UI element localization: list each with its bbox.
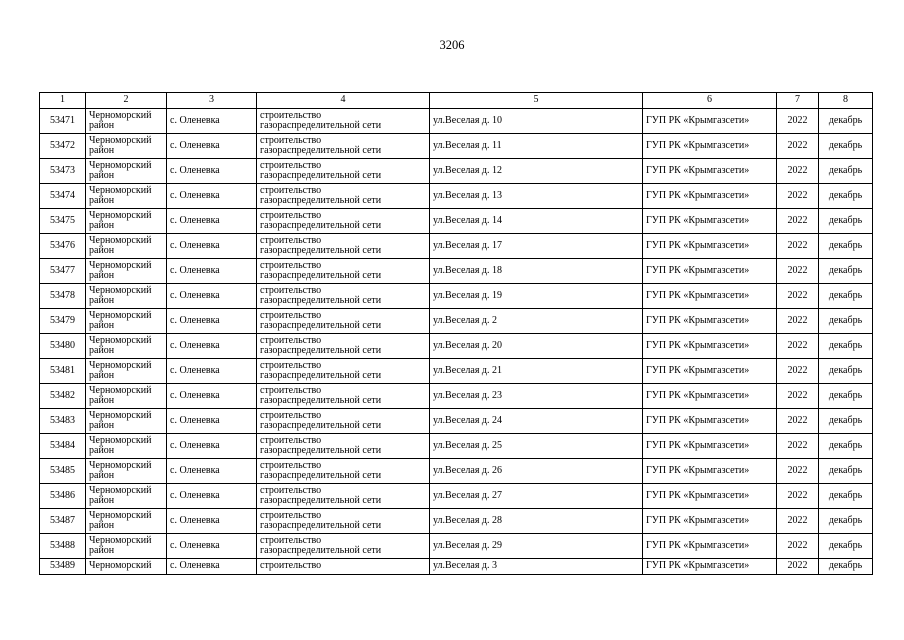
cell-address: ул.Веселая д. 11 — [430, 134, 643, 159]
cell-record-number: 53474 — [40, 184, 86, 209]
table-row — [40, 184, 873, 209]
cell-year: 2022 — [777, 209, 819, 234]
table-row — [40, 159, 873, 184]
cell-year: 2022 — [777, 234, 819, 259]
table-row — [40, 434, 873, 459]
cell-address: ул.Веселая д. 25 — [430, 434, 643, 459]
cell-address: ул.Веселая д. 23 — [430, 384, 643, 409]
cell-organization: ГУП РК «Крымгазсети» — [643, 309, 777, 334]
header-cell-3: 3 — [167, 93, 257, 109]
cell-record-number: 53472 — [40, 134, 86, 159]
cell-month: декабрь — [819, 509, 873, 534]
cell-settlement: с. Оленевка — [167, 384, 257, 409]
table-row — [40, 234, 873, 259]
cell-month: декабрь — [819, 434, 873, 459]
cell-record-number: 53486 — [40, 484, 86, 509]
cell-month: декабрь — [819, 484, 873, 509]
cell-work-type: строительство газораспределительной сети — [257, 159, 430, 184]
cell-year: 2022 — [777, 484, 819, 509]
cell-work-type: строительство газораспределительной сети — [257, 234, 430, 259]
cell-record-number: 53483 — [40, 409, 86, 434]
cell-settlement: с. Оленевка — [167, 459, 257, 484]
cell-work-type: строительство газораспределительной сети — [257, 409, 430, 434]
cell-address: ул.Веселая д. 12 — [430, 159, 643, 184]
cell-district: Черноморский район — [86, 309, 167, 334]
cell-organization: ГУП РК «Крымгазсети» — [643, 559, 777, 575]
cell-district: Черноморский район — [86, 384, 167, 409]
cell-record-number: 53481 — [40, 359, 86, 384]
cell-year: 2022 — [777, 434, 819, 459]
cell-address: ул.Веселая д. 27 — [430, 484, 643, 509]
cell-address: ул.Веселая д. 18 — [430, 259, 643, 284]
cell-settlement: с. Оленевка — [167, 309, 257, 334]
register-table — [39, 92, 873, 575]
cell-district: Черноморский район — [86, 534, 167, 559]
cell-month: декабрь — [819, 259, 873, 284]
cell-month: декабрь — [819, 559, 873, 575]
cell-settlement: с. Оленевка — [167, 184, 257, 209]
table-row — [40, 384, 873, 409]
table-row — [40, 284, 873, 309]
cell-organization: ГУП РК «Крымгазсети» — [643, 284, 777, 309]
cell-work-type: строительство газораспределительной сети — [257, 384, 430, 409]
cell-address: ул.Веселая д. 20 — [430, 334, 643, 359]
cell-address: ул.Веселая д. 21 — [430, 359, 643, 384]
cell-record-number: 53488 — [40, 534, 86, 559]
table-row — [40, 359, 873, 384]
header-cell-5: 5 — [430, 93, 643, 109]
cell-district: Черноморский район — [86, 459, 167, 484]
cell-month: декабрь — [819, 359, 873, 384]
cell-record-number: 53473 — [40, 159, 86, 184]
cell-organization: ГУП РК «Крымгазсети» — [643, 334, 777, 359]
cell-work-type: строительство газораспределительной сети — [257, 109, 430, 134]
cell-year: 2022 — [777, 384, 819, 409]
cell-work-type: строительство газораспределительной сети — [257, 484, 430, 509]
cell-organization: ГУП РК «Крымгазсети» — [643, 259, 777, 284]
cell-record-number: 53476 — [40, 234, 86, 259]
cell-record-number: 53479 — [40, 309, 86, 334]
cell-year: 2022 — [777, 459, 819, 484]
header-cell-1: 1 — [40, 93, 86, 109]
cell-record-number: 53487 — [40, 509, 86, 534]
cell-month: декабрь — [819, 409, 873, 434]
cell-district: Черноморский район — [86, 234, 167, 259]
cell-year: 2022 — [777, 134, 819, 159]
cell-settlement: с. Оленевка — [167, 409, 257, 434]
cell-work-type: строительство газораспределительной сети — [257, 309, 430, 334]
cell-settlement: с. Оленевка — [167, 234, 257, 259]
table-row — [40, 484, 873, 509]
cell-year: 2022 — [777, 309, 819, 334]
cell-settlement: с. Оленевка — [167, 109, 257, 134]
cell-work-type: строительство газораспределительной сети — [257, 134, 430, 159]
table-row — [40, 259, 873, 284]
cell-month: декабрь — [819, 284, 873, 309]
cell-month: декабрь — [819, 209, 873, 234]
cell-district: Черноморский район — [86, 184, 167, 209]
cell-district: Черноморский район — [86, 484, 167, 509]
header-cell-2: 2 — [86, 93, 167, 109]
cell-organization: ГУП РК «Крымгазсети» — [643, 109, 777, 134]
cell-month: декабрь — [819, 459, 873, 484]
header-row — [40, 93, 873, 109]
cell-work-type: строительство газораспределительной сети — [257, 434, 430, 459]
cell-work-type: строительство газораспределительной сети — [257, 284, 430, 309]
cell-organization: ГУП РК «Крымгазсети» — [643, 159, 777, 184]
cell-district: Черноморский район — [86, 134, 167, 159]
cell-year: 2022 — [777, 409, 819, 434]
cell-address: ул.Веселая д. 13 — [430, 184, 643, 209]
header-cell-7: 7 — [777, 93, 819, 109]
cell-address: ул.Веселая д. 29 — [430, 534, 643, 559]
cell-settlement: с. Оленевка — [167, 434, 257, 459]
cell-organization: ГУП РК «Крымгазсети» — [643, 134, 777, 159]
cell-year: 2022 — [777, 359, 819, 384]
cell-year: 2022 — [777, 559, 819, 575]
cell-district: Черноморский район — [86, 359, 167, 384]
cell-month: декабрь — [819, 309, 873, 334]
table-row — [40, 409, 873, 434]
header-cell-6: 6 — [643, 93, 777, 109]
table-row — [40, 509, 873, 534]
cell-settlement: с. Оленевка — [167, 509, 257, 534]
cell-month: декабрь — [819, 534, 873, 559]
cell-record-number: 53471 — [40, 109, 86, 134]
cell-district: Черноморский — [86, 559, 167, 575]
cell-record-number: 53478 — [40, 284, 86, 309]
cell-settlement: с. Оленевка — [167, 209, 257, 234]
cell-year: 2022 — [777, 284, 819, 309]
cell-record-number: 53489 — [40, 559, 86, 575]
cell-district: Черноморский район — [86, 334, 167, 359]
cell-work-type: строительство газораспределительной сети — [257, 359, 430, 384]
cell-address: ул.Веселая д. 17 — [430, 234, 643, 259]
cell-district: Черноморский район — [86, 259, 167, 284]
cell-district: Черноморский район — [86, 209, 167, 234]
cell-settlement: с. Оленевка — [167, 134, 257, 159]
cell-settlement: с. Оленевка — [167, 159, 257, 184]
table-row — [40, 559, 873, 575]
cell-month: декабрь — [819, 234, 873, 259]
cell-record-number: 53485 — [40, 459, 86, 484]
cell-district: Черноморский район — [86, 409, 167, 434]
table-row — [40, 309, 873, 334]
cell-year: 2022 — [777, 109, 819, 134]
cell-organization: ГУП РК «Крымгазсети» — [643, 509, 777, 534]
cell-work-type: строительство газораспределительной сети — [257, 184, 430, 209]
cell-organization: ГУП РК «Крымгазсети» — [643, 409, 777, 434]
cell-year: 2022 — [777, 259, 819, 284]
table-row — [40, 134, 873, 159]
cell-settlement: с. Оленевка — [167, 484, 257, 509]
cell-record-number: 53482 — [40, 384, 86, 409]
cell-year: 2022 — [777, 334, 819, 359]
cell-work-type: строительство газораспределительной сети — [257, 209, 430, 234]
cell-month: декабрь — [819, 109, 873, 134]
cell-month: декабрь — [819, 384, 873, 409]
cell-settlement: с. Оленевка — [167, 534, 257, 559]
cell-record-number: 53475 — [40, 209, 86, 234]
cell-address: ул.Веселая д. 2 — [430, 309, 643, 334]
cell-year: 2022 — [777, 184, 819, 209]
cell-organization: ГУП РК «Крымгазсети» — [643, 234, 777, 259]
cell-settlement: с. Оленевка — [167, 359, 257, 384]
table-row — [40, 459, 873, 484]
cell-organization: ГУП РК «Крымгазсети» — [643, 359, 777, 384]
cell-month: декабрь — [819, 334, 873, 359]
cell-district: Черноморский район — [86, 159, 167, 184]
header-cell-8: 8 — [819, 93, 873, 109]
cell-district: Черноморский район — [86, 509, 167, 534]
header-cell-4: 4 — [257, 93, 430, 109]
cell-address: ул.Веселая д. 3 — [430, 559, 643, 575]
cell-record-number: 53477 — [40, 259, 86, 284]
cell-year: 2022 — [777, 534, 819, 559]
cell-address: ул.Веселая д. 24 — [430, 409, 643, 434]
table-row — [40, 109, 873, 134]
cell-district: Черноморский район — [86, 284, 167, 309]
cell-year: 2022 — [777, 159, 819, 184]
cell-organization: ГУП РК «Крымгазсети» — [643, 384, 777, 409]
table-row — [40, 209, 873, 234]
cell-settlement: с. Оленевка — [167, 259, 257, 284]
cell-record-number: 53480 — [40, 334, 86, 359]
cell-organization: ГУП РК «Крымгазсети» — [643, 184, 777, 209]
cell-settlement: с. Оленевка — [167, 284, 257, 309]
cell-work-type: строительство — [257, 559, 430, 575]
cell-address: ул.Веселая д. 28 — [430, 509, 643, 534]
cell-address: ул.Веселая д. 14 — [430, 209, 643, 234]
page-number: 3206 — [439, 38, 465, 52]
cell-settlement: с. Оленевка — [167, 559, 257, 575]
cell-address: ул.Веселая д. 10 — [430, 109, 643, 134]
table-row — [40, 334, 873, 359]
cell-work-type: строительство газораспределительной сети — [257, 534, 430, 559]
cell-month: декабрь — [819, 159, 873, 184]
cell-organization: ГУП РК «Крымгазсети» — [643, 434, 777, 459]
cell-month: декабрь — [819, 184, 873, 209]
cell-settlement: с. Оленевка — [167, 334, 257, 359]
cell-district: Черноморский район — [86, 434, 167, 459]
cell-record-number: 53484 — [40, 434, 86, 459]
table-body — [40, 109, 873, 575]
cell-year: 2022 — [777, 509, 819, 534]
cell-work-type: строительство газораспределительной сети — [257, 334, 430, 359]
cell-organization: ГУП РК «Крымгазсети» — [643, 484, 777, 509]
cell-organization: ГУП РК «Крымгазсети» — [643, 459, 777, 484]
cell-work-type: строительство газораспределительной сети — [257, 509, 430, 534]
cell-organization: ГУП РК «Крымгазсети» — [643, 534, 777, 559]
cell-address: ул.Веселая д. 26 — [430, 459, 643, 484]
cell-work-type: строительство газораспределительной сети — [257, 259, 430, 284]
cell-organization: ГУП РК «Крымгазсети» — [643, 209, 777, 234]
cell-district: Черноморский район — [86, 109, 167, 134]
cell-month: декабрь — [819, 134, 873, 159]
table-row — [40, 534, 873, 559]
cell-work-type: строительство газораспределительной сети — [257, 459, 430, 484]
cell-address: ул.Веселая д. 19 — [430, 284, 643, 309]
